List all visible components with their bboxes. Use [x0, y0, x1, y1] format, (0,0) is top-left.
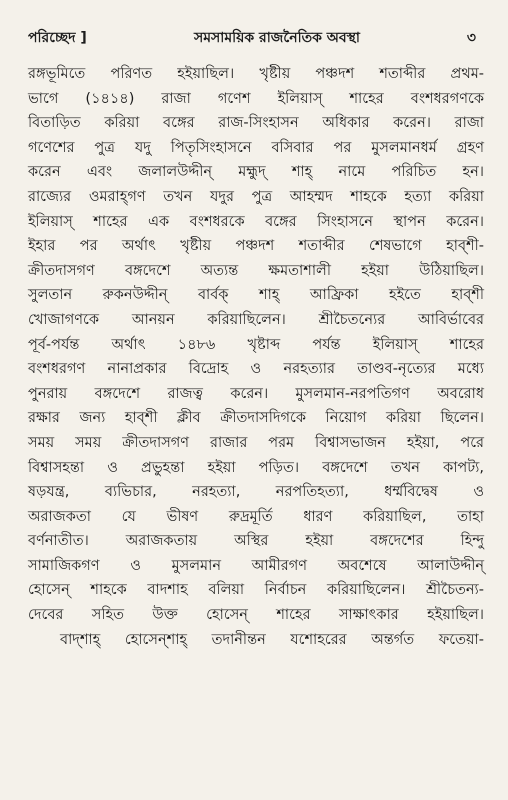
- text-line: খোজাগণকে আনয়ন করিয়াছিলেন। শ্রীচৈতন্যের আবির্ভাবের: [28, 311, 484, 328]
- text-line: হোসেন্ শাহকে বাদশাহ বলিয়া নির্বাচন করিয়াছিলেন। শ্রীচৈতন্য-: [28, 582, 484, 599]
- text-line: বংশধরগণ নানাপ্রকার বিদ্রোহ ও নরহত্যার তাণ্ডব-নৃত্যের মধ্যে: [28, 361, 484, 378]
- text-line: রক্ষার জন্য হাব্শী ক্লীব ক্রীতদাসদিগকে নিয়োগ করিয়া ছিলেন।: [28, 410, 484, 427]
- text-line: ইহার পর অর্থাৎ খৃষ্টীয় পঞ্চদশ শতাব্দীর শেষভাগে হাব্শী-: [28, 238, 484, 255]
- text-line: রাজ্যের ওমরাহ্গণ তখন যদুর পুত্র আহম্মদ শাহকে হত্যা করিয়া: [28, 188, 484, 205]
- text-line: ভাগে (১৪১৪) রাজা গণেশ ইলিয়াস্ শাহের বংশধরগণকে: [28, 90, 484, 107]
- body-text: [28, 62, 484, 652]
- text-line: অরাজকতা যে ভীষণ রুদ্রমূর্তি ধারণ করিয়াছিল, তাহা: [28, 508, 484, 525]
- running-header: [28, 26, 484, 48]
- text-line: বর্ণনাতীত। অরাজকতায় অস্থির হইয়া বঙ্গদেশের হিন্দু: [28, 533, 484, 550]
- text-line: সামাজিকগণ ও মুসলমান আমীরগণ অবশেষে আলাউদ্দীন্: [28, 557, 484, 574]
- text-line: বিশ্বাসহন্তা ও প্রভুহন্তা হইয়া পড়িত। বঙ্গদেশে তখন কাপট্য,: [28, 459, 484, 476]
- text-line: ক্রীতদাসগণ বঙ্গদেশে অত্যন্ত ক্ষমতাশালী হইয়া উঠিয়াছিল।: [28, 262, 484, 279]
- text-line: দেবের সহিত উক্ত হোসেন্ শাহের সাক্ষাৎকার হইয়াছিল।: [28, 607, 484, 624]
- text-line: করেন এবং জলালউদ্দীন্ মহ্মুদ্ শাহ্ নামে পরিচিত হন।: [28, 164, 484, 181]
- text-line: সময় সময় ক্রীতদাসগণ রাজার পরম বিশ্বাসভাজন হইয়া, পরে: [28, 434, 484, 451]
- page-number: ৩: [466, 30, 476, 46]
- text-line: পূর্ব-পর্যন্ত অর্থাৎ ১৪৮৬ খৃষ্টাব্দ পর্যন্ত ইলিয়াস্ শাহের: [28, 336, 484, 353]
- text-line: পুনরায় বঙ্গদেশে রাজত্ব করেন। মুসলমান-নরপতিগণ অবরোধ: [28, 385, 484, 402]
- text-line: রঙ্গভূমিতে পরিণত হইয়াছিল। খৃষ্টীয় পঞ্চদশ শতাব্দীর প্রথম-: [28, 66, 484, 82]
- text-line: বিতাড়িত করিয়া বঙ্গের রাজ-সিংহাসন অধিকার করেন। রাজা: [28, 115, 484, 132]
- running-title: সমসাময়িক রাজনৈতিক অবস্থা: [194, 30, 360, 46]
- text-line: ইলিয়াস্ শাহের এক বংশধরকে বঙ্গের সিংহাসনে স্থাপন করেন।: [28, 213, 484, 230]
- text-line: সুলতান রুকনউদ্দীন্ বার্বক্ শাহ্ আফ্রিকা হইতে হাব্শী: [28, 287, 484, 304]
- text-line: গণেশের পুত্র যদু পিতৃসিংহাসনে বসিবার পর মুসলমানধর্ম গ্রহণ: [28, 139, 484, 156]
- chapter-label: পরিচ্ছেদ ]: [28, 30, 87, 46]
- text-line: বাদ্শাহ্ হোসেন্শাহ্ তদানীন্তন যশোহরের অন্তর্গত ফতেয়া-: [60, 631, 484, 648]
- text-line: ষড়যন্ত্র, ব্যভিচার, নরহত্যা, নরপতিহত্যা, ধর্ম্মবিদ্বেষ ও: [28, 484, 484, 501]
